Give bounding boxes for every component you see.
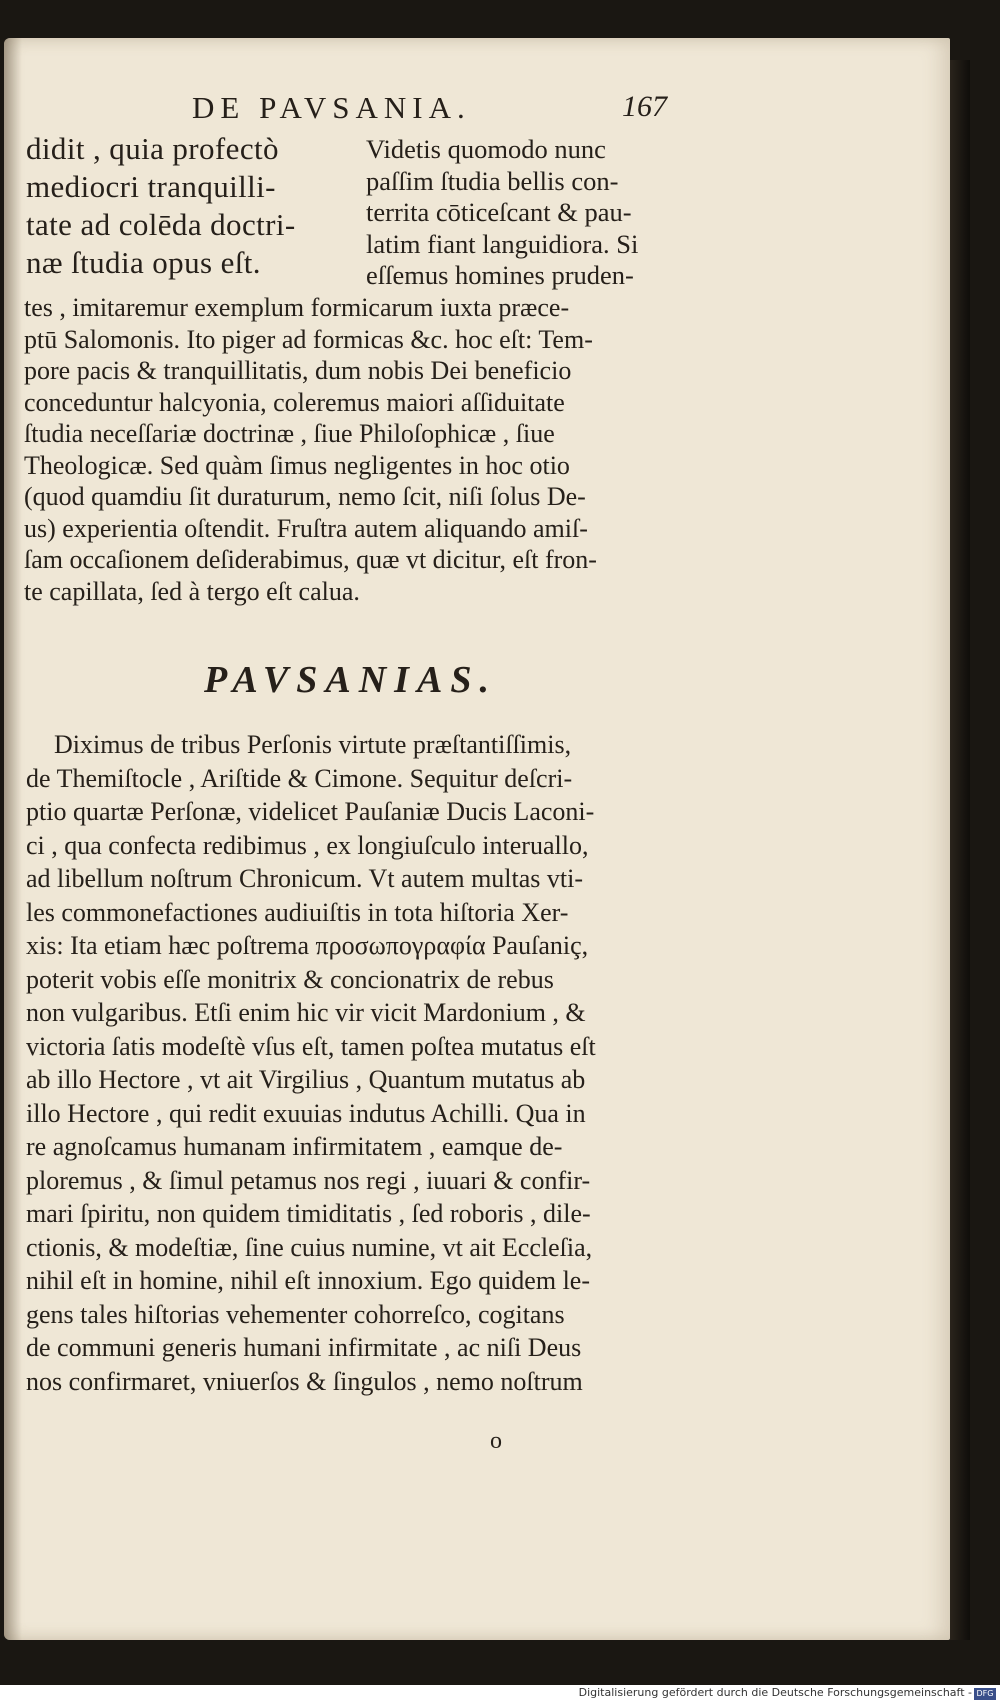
text-line: ploremus , & ſimul petamus nos regi , iuuari & confir-: [26, 1165, 591, 1195]
text-line: Theologicæ. Sed quàm ſimus negligentes in hoc otio: [24, 450, 570, 480]
text-line: ſtudia neceſſariæ doctrinæ , ſiue Philoſophicæ , ſiue: [24, 419, 555, 448]
text-line: didit , quia profectò: [26, 131, 279, 166]
text-line: de communi generis humani infirmitate , ac niſi Deus: [26, 1333, 582, 1362]
text-line: illo Hectore , qui redit exuuias indutus Achilli. Qua in: [26, 1098, 586, 1128]
paragraph-pausanias: [26, 728, 676, 1398]
text-line: ci , qua confecta redibimus , ex longiuſculo interuallo,: [26, 830, 589, 860]
text-line: re agnoſcamus humanam infirmitatem , eamque de-: [26, 1132, 563, 1161]
text-line: ab illo Hectore , vt ait Virgilius , Quantum mutatus ab: [26, 1065, 586, 1094]
text-line: victoria ſatis modeſtè vſus eſt, tamen poſtea mutatus eſt: [26, 1031, 596, 1061]
text-line: ad libellum noſtrum Chronicum. Vt autem multas vti-: [26, 864, 584, 893]
right-column: [366, 134, 670, 292]
text-line: Diximus de tribus Perſonis virtute præſtantiſſimis,: [54, 730, 572, 759]
text-line: conceduntur halcyonia, coleremus maiori aſſiduitate: [24, 387, 565, 417]
book-page: [4, 38, 950, 1640]
section-heading: PAVSANIAS.: [204, 659, 497, 701]
text-line: tate ad colēda doctri-: [26, 207, 296, 242]
text-line: ctionis, & modeſtiæ, ſine cuius numine, vt ait Eccleſia,: [26, 1232, 593, 1262]
text-line: de Themiſtocle , Ariſtide & Cimone. Sequitur deſcri-: [26, 763, 573, 793]
text-line: (quod quamdiu ſit duraturum, nemo ſcit, niſi ſolus De-: [24, 482, 586, 511]
left-column: [26, 130, 326, 282]
text-line: nihil eſt in homine, nihil eſt innoxium. Ego quidem le-: [26, 1266, 590, 1295]
text-line: poterit vobis eſſe monitrix & concionatrix de rebus: [26, 964, 554, 994]
text-line: mediocri tranquilli-: [26, 169, 276, 204]
text-line: mari ſpiritu, non quidem timiditatis , ſed roboris , dile-: [26, 1199, 591, 1228]
page-number: 167: [622, 90, 667, 123]
paragraph-continuation: [24, 292, 674, 607]
gutter-shadow: [4, 38, 22, 1640]
text-line: ptū Salomonis. Ito piger ad formicas &c. hoc eſt: Tem-: [24, 324, 593, 354]
text-line: te capillata, ſed à tergo eſt calua.: [24, 576, 360, 606]
signature-mark: o: [490, 1428, 502, 1454]
text-line: paſſim ſtudia bellis con-: [366, 165, 619, 196]
dfg-logo: DFG: [974, 1688, 996, 1700]
text-line: pore pacis & tranquillitatis, dum nobis Dei beneficio: [24, 356, 572, 385]
text-line: eſſemus homines pruden-: [366, 260, 634, 290]
text-line: us) experientia oſtendit. Fruſtra autem aliquando amiſ-: [24, 513, 588, 543]
text-line: non vulgaribus. Etſi enim hic vir vicit Mardonium , &: [26, 998, 586, 1027]
text-line: Videtis quomodo nunc: [366, 134, 606, 164]
text-line: gens tales hiſtorias vehementer cohorreſco, cogitans: [26, 1299, 565, 1329]
text-line: ptio quartæ Perſonæ, videlicet Pauſaniæ Ducis Laconi-: [26, 797, 595, 826]
text-line: les commonefactiones audiuiſtis in tota hiſtoria Xer-: [26, 897, 569, 927]
running-head: DE PAVSANIA.: [192, 90, 471, 125]
text-line: ſam occaſionem deſiderabimus, quæ vt dicitur, eſt fron-: [24, 545, 597, 574]
text-line: xis: Ita etiam hæc poſtrema προσωπογραφία Pauſaniç,: [26, 931, 589, 960]
text-line: territa cōticeſcant & pau-: [366, 197, 632, 227]
page-edge: [950, 60, 970, 1640]
text-line: latim fiant languidiora. Si: [366, 228, 639, 259]
footer-credit: Digitalisierung gefördert durch die Deutsche Forschungsgemeinschaft -: [578, 1686, 972, 1699]
text-line: næ ſtudia opus eſt.: [26, 245, 261, 280]
text-line: tes , imitaremur exemplum formicarum iuxta præce-: [24, 293, 570, 322]
text-line: nos confirmaret, vniuerſos & ſingulos , nemo noſtrum: [26, 1366, 583, 1396]
